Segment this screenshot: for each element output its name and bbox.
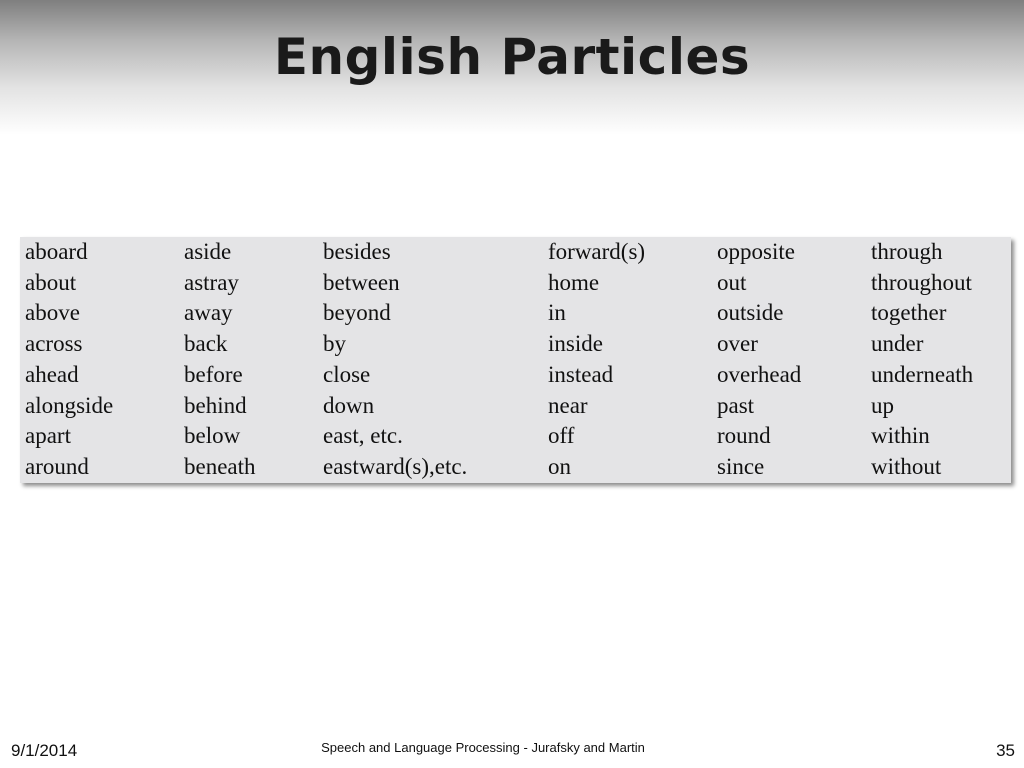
particle-word: alongside: [25, 392, 114, 418]
particle-word: over: [717, 331, 758, 357]
particle-word: within: [871, 423, 930, 449]
particle-word: back: [184, 331, 228, 357]
particle-word: inside: [548, 331, 603, 357]
particle-word: out: [717, 269, 747, 295]
particles-table: [20, 237, 1011, 483]
particle-word: around: [25, 453, 89, 479]
particle-word: since: [717, 453, 765, 479]
particle-word: besides: [323, 239, 391, 264]
particle-word: opposite: [717, 239, 795, 264]
particle-word: before: [184, 361, 243, 387]
particle-word: eastward(s),etc.: [323, 453, 468, 479]
particle-word: east, etc.: [323, 423, 403, 449]
particle-word: outside: [717, 300, 784, 326]
footer-date: 9/1/2014: [11, 741, 78, 760]
particle-word: beneath: [184, 453, 256, 479]
particle-word: without: [871, 453, 942, 479]
particle-word: instead: [548, 361, 614, 387]
particle-word: round: [717, 423, 771, 449]
particle-word: beyond: [323, 300, 391, 326]
particle-word: by: [323, 331, 346, 357]
particle-word: away: [184, 300, 233, 326]
particle-word: down: [323, 392, 375, 418]
slide-number: 35: [996, 741, 1015, 760]
particle-word: behind: [184, 392, 247, 418]
particle-word: above: [25, 300, 80, 326]
particle-word: home: [548, 269, 600, 295]
particle-word: together: [871, 300, 947, 326]
footer-credit: Speech and Language Processing - Jurafsky and Martin: [321, 740, 645, 755]
particle-word: through: [871, 239, 943, 264]
particle-word: apart: [25, 423, 71, 449]
particle-word: past: [717, 392, 755, 418]
particle-word: below: [184, 423, 241, 449]
particle-word: across: [25, 331, 83, 357]
particle-word: between: [323, 269, 400, 295]
slide-title: English Particles: [273, 28, 751, 86]
particle-word: up: [871, 392, 894, 418]
particle-word: astray: [184, 269, 239, 295]
particle-word: aside: [184, 239, 232, 264]
particle-word: aboard: [25, 239, 88, 264]
particle-word: forward(s): [548, 239, 646, 264]
particle-word: close: [323, 361, 371, 387]
particle-word: underneath: [871, 361, 974, 387]
particle-word: in: [548, 300, 566, 326]
particle-word: under: [871, 331, 924, 357]
particle-word: on: [548, 453, 571, 479]
particle-word: about: [25, 269, 77, 295]
particle-word: throughout: [871, 269, 972, 295]
particle-word: near: [548, 392, 588, 418]
particle-word: overhead: [717, 361, 802, 387]
particle-word: ahead: [25, 361, 79, 387]
particle-word: off: [548, 423, 575, 449]
